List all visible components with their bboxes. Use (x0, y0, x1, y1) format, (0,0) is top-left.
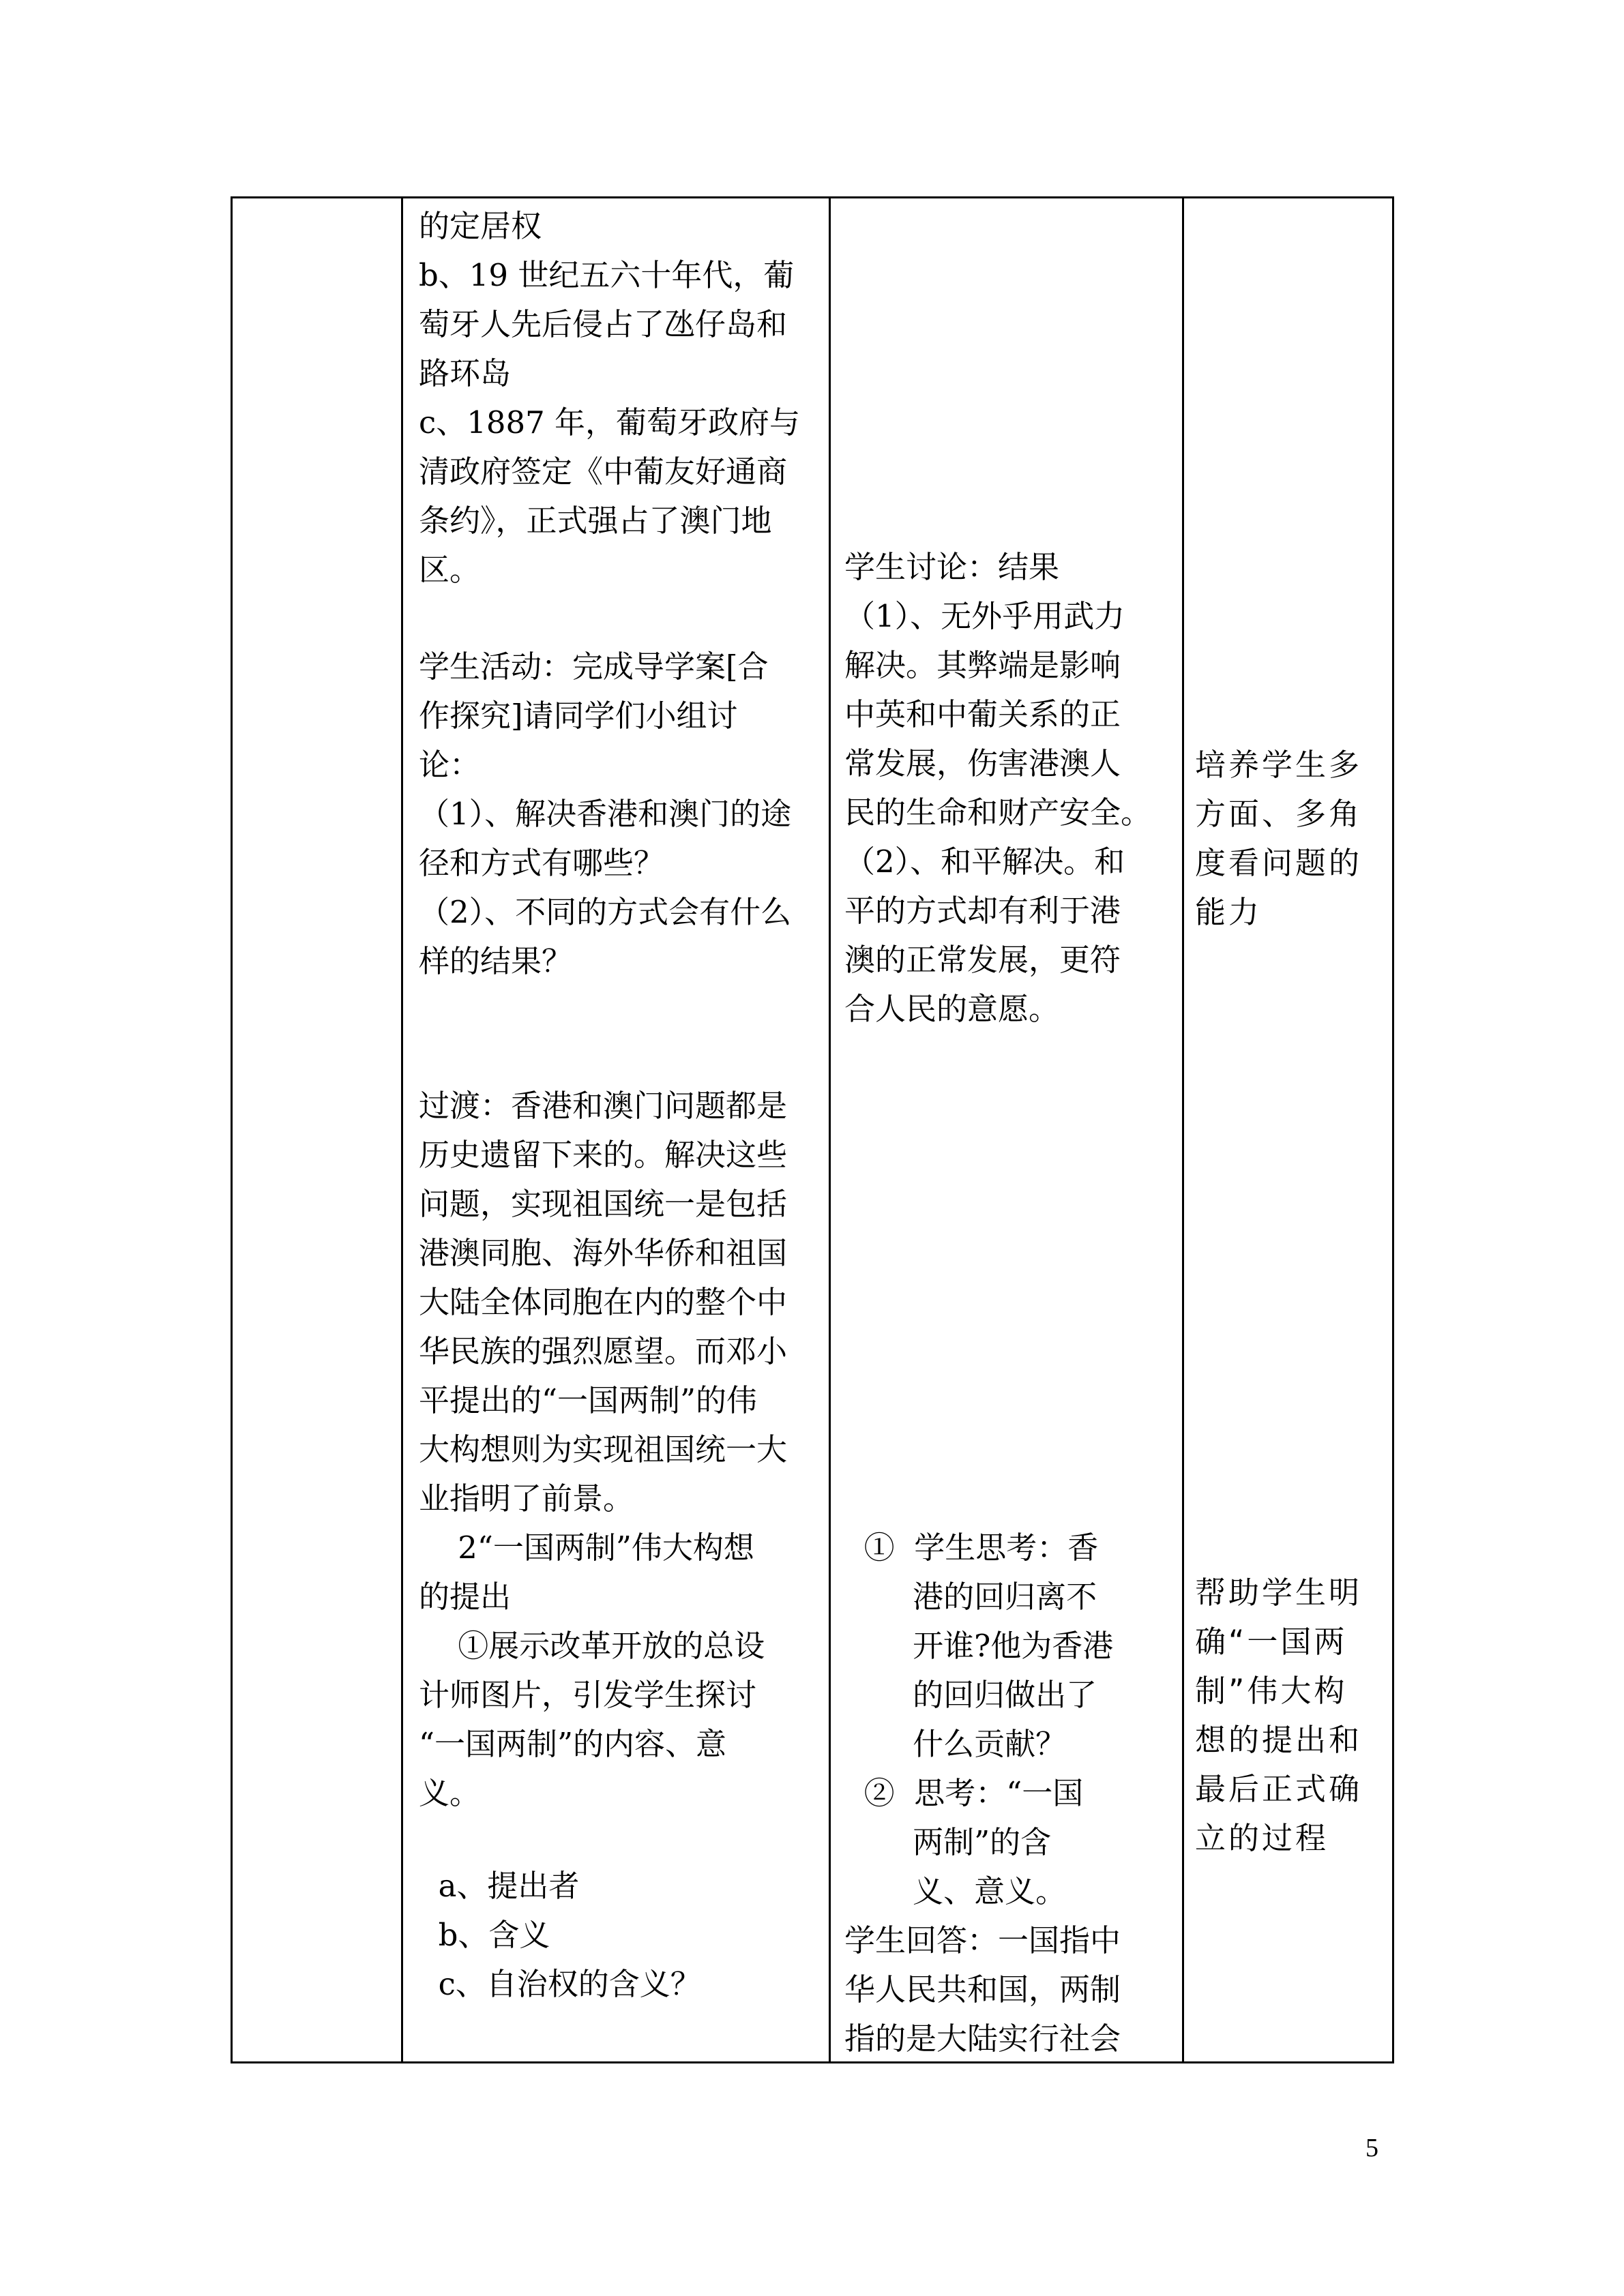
intent-text-1: 培养学生多 方面、多角 度看问题的 能力 (1195, 747, 1363, 930)
intent-text-2: 帮助学生明 确“一国两 制”伟大构 想的提出和 最后正式确 立的过程 (1195, 1575, 1363, 1856)
question-list: a、提出者 b、含义 c、自治权的含义？ (438, 1868, 701, 2002)
column-divider (401, 196, 403, 2063)
student-activity-cell (844, 196, 1185, 2063)
student-activity-text: 学生活动：完成导学案[合 作探究]请同学们小组讨 论： （1）、解决香港和澳门的途 径和方式有哪些？ （2）、不同的方式会有什么 样的结果？ (419, 648, 792, 979)
design-intent-cell (1195, 196, 1386, 2063)
teaching-process-cell (419, 196, 828, 2063)
history-text: 的定居权 b、19 世纪五六十年代，葡 萄牙人先后侵占了氹仔岛和 路环岛 c、1887 年，葡萄牙政府与 清政府签定《中葡友好通商 条约》，正式强占了澳门地 区。 (419, 208, 801, 588)
student-thinking-text: ① 学生思考：香 港的回归离不 开谁?他为香港 的回归做出了 什么贡献？ ② 思考：“一国 两制”的含 义、意义。 学生回答：一国指中 华人民共和国，两制 指的是大陆实行社会 (844, 1530, 1121, 2057)
discussion-result-text: 学生讨论：结果 （1）、无外乎用武力 解决。其弊端是影响 中英和中葡关系的正 常发展，伤害港澳人 民的生命和财产安全。 （2）、和平解决。和 平的方式却有利于港 澳的正常发展，更符 合人民的意愿。 (844, 549, 1152, 1027)
column-divider (829, 196, 831, 2063)
transition-text: 过渡：香港和澳门问题都是 历史遗留下来的。解决这些 问题，实现祖国统一是包括 港澳同胞、海外华侨和祖国 大陆全体同胞在内的整个中 华民族的强烈愿望。而邓小 平提出的“一国两制”的伟 大构想则为实现祖国统一大 业指明了前景。 2“一国两制”伟大构想 的提出 ①展示改革开放的总设 计师图片，引发学生探讨 “一国两制”的内容、意 义。 (419, 1088, 788, 1811)
page-number: 5 (1365, 2134, 1378, 2162)
